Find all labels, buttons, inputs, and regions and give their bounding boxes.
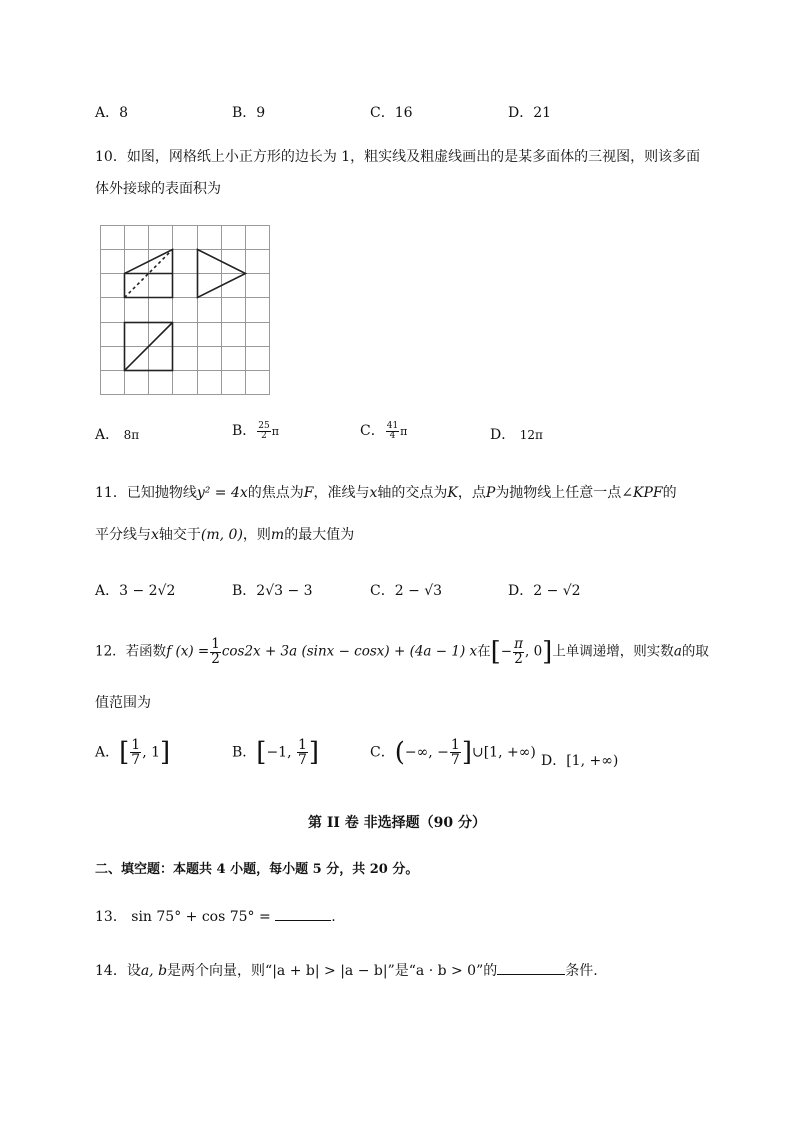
pi-over-two-fraction <box>513 638 524 666</box>
three-view-grid-figure <box>100 225 272 397</box>
pi-symbol: π <box>271 425 279 438</box>
q12-option-c-pre: −∞, − <box>404 744 449 761</box>
variable-a: a <box>673 643 682 660</box>
q10-text-line2: 体外接球的表面积为 <box>95 181 221 197</box>
bracket-close: ] <box>542 637 553 667</box>
q10-text-line1: 10．如图，网格纸上小正方形的边长为 1，粗实线及粗虚线画出的是某多面体的三视图，则该多面 <box>95 149 701 165</box>
q11-text: 轴交于 <box>158 527 201 543</box>
fraction-numerator: 1 <box>131 737 141 753</box>
q12-line1 <box>95 638 709 666</box>
intersection-point: (m, 0) <box>200 527 243 543</box>
q12-option-a: A．[ $\frac{1}{7}$ , 1] <box>95 737 171 768</box>
q12-text: 上单调递增，则实数 <box>552 643 674 660</box>
fraction-denominator: 7 <box>131 752 141 768</box>
fraction-numerator: π <box>514 636 523 652</box>
q11-text: 11．已知抛物线 <box>95 485 197 501</box>
angle-kpf: ∠KPF <box>621 485 663 501</box>
q11-text: ，点 <box>457 485 486 501</box>
q11-line2 <box>95 524 354 544</box>
fraction-numerator: 1 <box>450 737 460 753</box>
q14-line <box>95 960 598 980</box>
bracket-open: [ <box>490 637 501 667</box>
q11-option-a: A．3 − 2√2 <box>95 583 176 599</box>
q13-line <box>95 906 336 926</box>
q10-option-a-label: A． <box>95 427 120 443</box>
parabola-equation: y² = 4x <box>196 485 248 501</box>
q11-line1 <box>95 482 677 502</box>
q14-text: 条件. <box>565 963 598 979</box>
q12-option-c: C．(−∞, − $\frac{1}{7}$ ]∪[1, +∞) <box>370 737 536 768</box>
q12-option-b: B．[−1, $\frac{1}{7}$ ] <box>232 737 320 768</box>
q10-option-a-value: 8π <box>123 428 140 442</box>
fraction-denominator: 4 <box>389 430 396 441</box>
point-k-label: K <box>447 485 458 501</box>
q11-text: 为抛物线上任意一点 <box>495 485 622 501</box>
q9-option-d: D．21 <box>508 105 552 121</box>
q11-option-d: D．2 − √2 <box>508 583 581 599</box>
variable-m: m <box>270 527 285 543</box>
fraction-denominator: 2 <box>261 430 267 441</box>
fraction-denominator: 7 <box>450 752 460 768</box>
q10-option-b-label: B． <box>232 423 257 439</box>
q12-text: 的取 <box>681 643 709 660</box>
q10-option-d-value: 12π <box>519 428 543 442</box>
q12-option-b-pre: −1, <box>266 744 296 761</box>
focus-label: F <box>303 485 314 501</box>
section-two-heading: 二、填空题：本题共 4 小题，每小题 5 分，共 20 分。 <box>95 862 419 877</box>
q12-option-b-fraction <box>297 738 308 767</box>
q12-text: 12．若函数 <box>95 643 167 660</box>
q10-option-c-label: C． <box>360 423 385 439</box>
function-expression: cos2x + 3a (sinx − cosx) + (4a − 1) x <box>221 643 478 660</box>
q11-text: ，则 <box>242 527 271 543</box>
interval-end: , 0 <box>524 643 543 660</box>
q10-option-a <box>95 424 139 444</box>
fraction-denominator: 2 <box>211 650 220 667</box>
fraction-numerator: 41 <box>386 420 399 431</box>
function-name: f (x) = <box>166 643 210 660</box>
one-half-fraction <box>210 638 221 666</box>
q10-option-d <box>490 424 543 444</box>
q14-answer-blank[interactable] <box>497 974 565 975</box>
q11-text: ，准线与 <box>313 485 370 501</box>
pi-symbol: π <box>400 425 408 438</box>
q13-period: . <box>331 909 336 925</box>
q10-option-c <box>360 420 407 441</box>
vectors-a-b: a, b <box>140 963 168 979</box>
fraction-denominator: 2 <box>514 650 523 667</box>
fraction-numerator: 1 <box>298 737 307 753</box>
q12-option-a-rest: , 1 <box>142 744 161 761</box>
q11-text: 的焦点为 <box>247 485 304 501</box>
q9-option-a: A．8 <box>95 105 129 121</box>
point-p-label: P <box>485 485 496 501</box>
q11-text: 平分线与 <box>95 527 151 543</box>
q12-option-a-fraction <box>130 738 141 767</box>
q12-option-c-label: C． <box>370 744 395 761</box>
q14-text: 14．设 <box>95 963 141 979</box>
q11-text: 的最大值为 <box>284 527 355 543</box>
q12-text: 在 <box>477 643 491 660</box>
fraction-numerator: 25 <box>258 420 270 431</box>
q10-option-d-label: D． <box>490 427 516 443</box>
q9-option-b: B．9 <box>232 105 266 121</box>
fraction-denominator: 7 <box>298 752 307 768</box>
q14-text: 是两个向量，则“|a + b| > |a − b|”是“a · b > 0”的 <box>167 963 498 979</box>
q11-option-c: C．2 − √3 <box>370 583 443 599</box>
q12-option-b-label: B． <box>232 744 257 761</box>
q13-answer-blank[interactable] <box>275 920 331 921</box>
section-title: 第 II 卷 非选择题（90 分） <box>307 815 487 831</box>
x-axis-label: x <box>369 485 378 501</box>
q11-text: 的 <box>662 485 677 501</box>
q12-option-a-label: A． <box>95 744 120 761</box>
fraction-numerator: 1 <box>211 636 220 652</box>
q11-text: 轴的交点为 <box>377 485 448 501</box>
q12-option-c-rest: ∪[1, +∞) <box>471 744 536 761</box>
q10-option-b-fraction <box>257 422 270 441</box>
q12-line2: 值范围为 <box>95 695 151 711</box>
q10-option-c-fraction <box>386 422 399 441</box>
minus-sign: − <box>500 643 513 660</box>
q9-option-c: C．16 <box>370 105 413 121</box>
x-axis-label: x <box>151 527 159 543</box>
q12-option-d: D．[1, +∞) <box>541 753 619 769</box>
q12-option-c-fraction <box>450 738 461 767</box>
q13-text: 13． sin 75° + cos 75° = <box>95 909 271 925</box>
q10-option-b <box>232 420 279 441</box>
q11-option-b: B．2√3 − 3 <box>232 583 313 599</box>
